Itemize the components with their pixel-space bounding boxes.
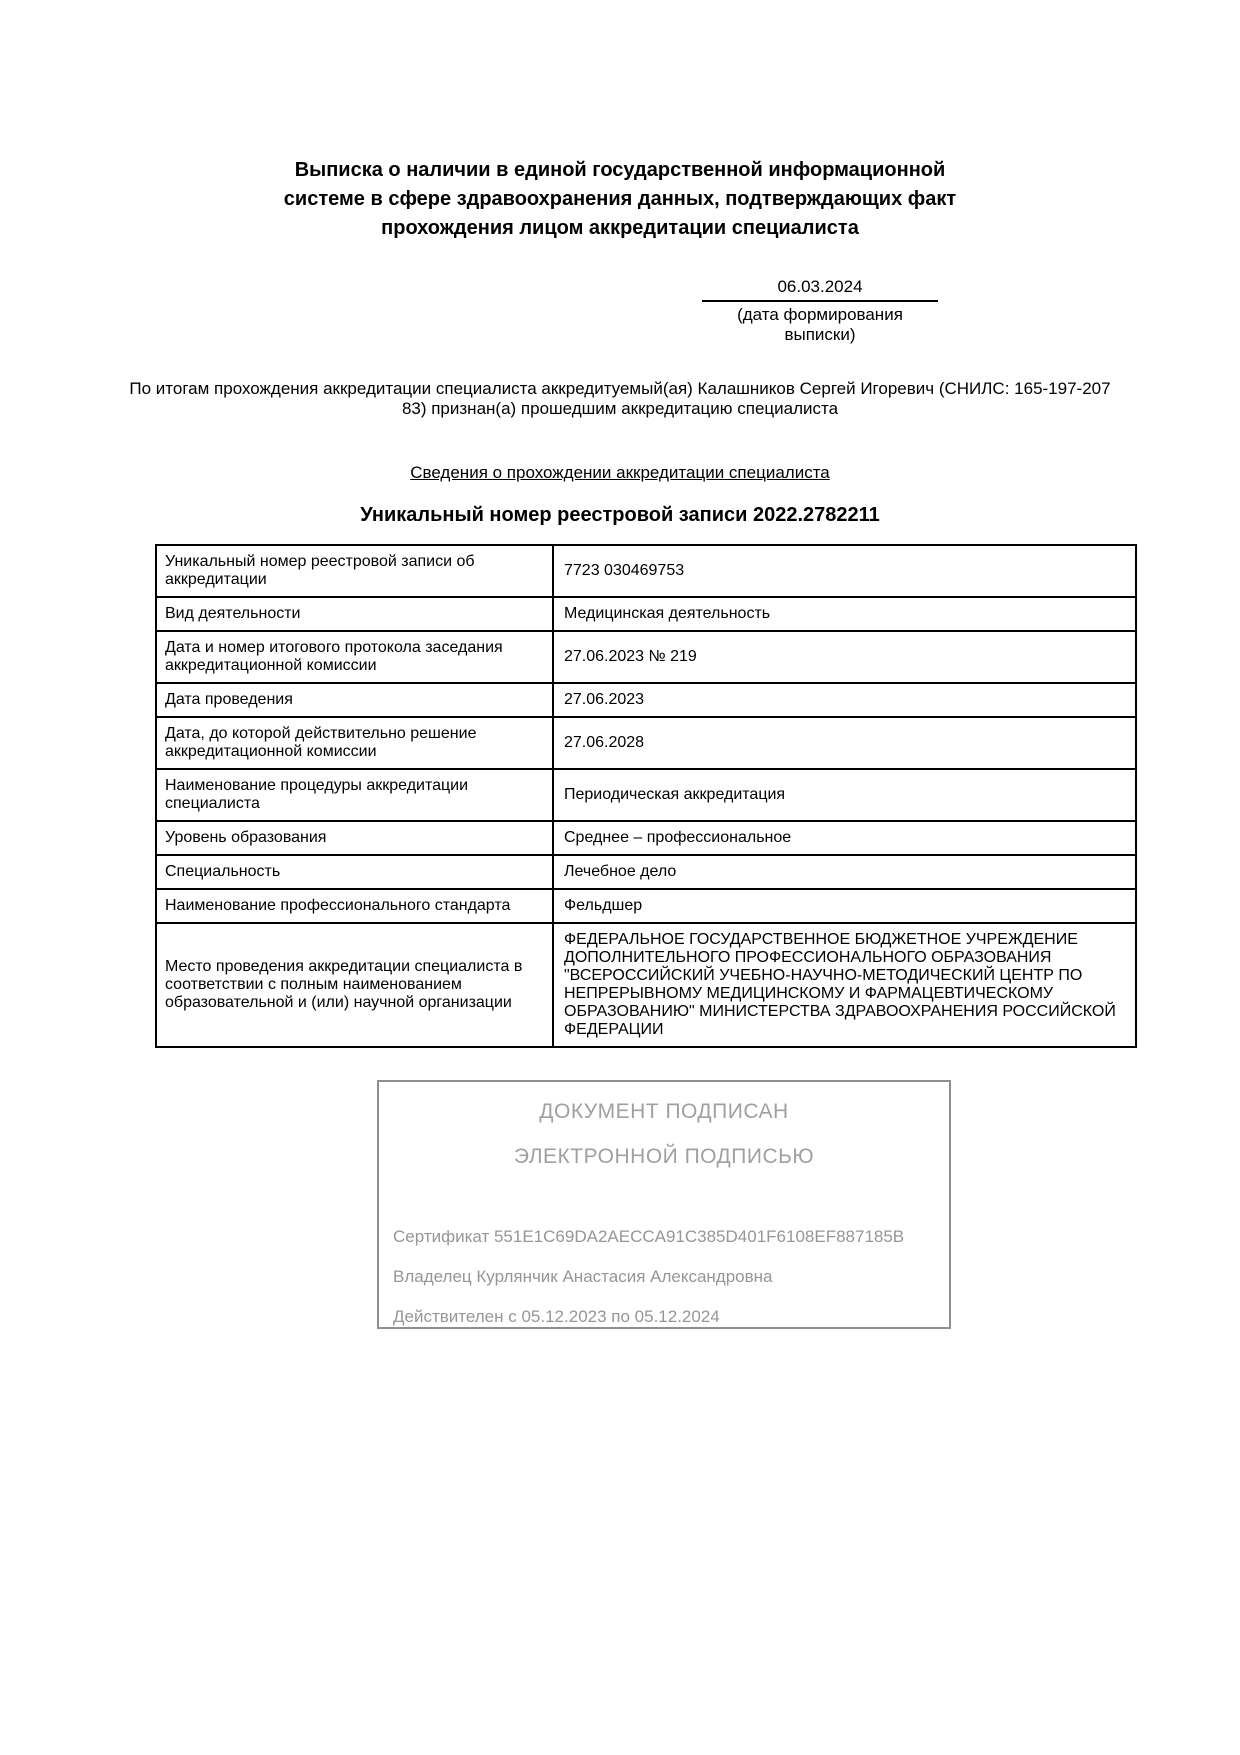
signature-owner: Владелец Курлянчик Анастасия Александровна [393,1267,773,1286]
row-value-cell: 7723 030469753 [553,545,1136,597]
row-value-cell: 27.06.2023 № 219 [553,631,1136,683]
row-label-cell: Вид деятельности [156,597,553,631]
document-title-line-1: Выписка о наличии в единой государственной информационной [294,159,946,181]
row-value-cell: 27.06.2028 [553,717,1136,769]
row-value-cell: Медицинская деятельность [553,597,1136,631]
row-value-cell: Периодическая аккредитация [553,769,1136,821]
row-label-cell: Уникальный номер реестровой записи об аккредитации [156,545,553,597]
row-label-cell: Наименование процедуры аккредитации специалиста [156,769,553,821]
section-heading: Сведения о прохождении аккредитации специалиста [410,463,830,482]
row-value-cell: Лечебное дело [553,855,1136,889]
table-row [156,717,1136,769]
signature-validity: Действителен с 05.12.2023 по 05.12.2024 [393,1307,720,1326]
formation-date-block [702,277,938,345]
row-value-cell: 27.06.2023 [553,683,1136,717]
row-label-cell: Дата проведения [156,683,553,717]
row-label-cell: Дата, до которой действительно решение аккредитационной комиссии [156,717,553,769]
row-value-cell: Фельдшер [553,889,1136,923]
table-row [156,683,1136,717]
row-value-cell: Среднее – профессиональное [553,821,1136,855]
row-value-cell: ФЕДЕРАЛЬНОЕ ГОСУДАРСТВЕННОЕ БЮДЖЕТНОЕ УЧРЕЖДЕНИЕ ДОПОЛНИТЕЛЬНОГО ПРОФЕССИОНАЛЬНОГО ОБРАЗОВАНИЯ "ВСЕРОССИЙСКИЙ УЧЕБНО-НАУЧНО-МЕТОДИЧЕСКИЙ ЦЕНТР ПО НЕПРЕРЫВНОМУ МЕДИЦИНСКОМУ И ФАРМАЦЕВТИЧЕСКОМУ ОБРАЗОВАНИЮ" МИНИСТЕРСТВА ЗДРАВООХРАНЕНИЯ РОССИЙСКОЙ ФЕДЕРАЦИИ [553,923,1136,1047]
table-row [156,855,1136,889]
registry-number-heading: Уникальный номер реестровой записи 2022.2782211 [360,504,880,526]
row-label-cell: Место проведения аккредитации специалиста в соответствии с полным наименованием образовательной и (или) научной организации [156,923,553,1047]
table-row [156,923,1136,1047]
signature-title-line-2: ЭЛЕКТРОННОЙ ПОДПИСЬЮ [513,1145,815,1168]
table-row [156,631,1136,683]
row-label-cell: Уровень образования [156,821,553,855]
accreditation-table-body [156,545,1136,1047]
document-title-line-2: системе в сфере здравоохранения данных, подтверждающих факт [283,188,957,210]
row-label-cell: Специальность [156,855,553,889]
table-row [156,889,1136,923]
formation-date-caption: (дата формирования выписки) [737,305,903,344]
accreditation-table [155,544,1137,1048]
signature-box [377,1080,951,1329]
row-label-cell: Дата и номер итогового протокола заседания аккредитационной комиссии [156,631,553,683]
formation-date-value: 06.03.2024 [702,277,938,302]
document-title-line-3: прохождения лицом аккредитации специалиста [381,217,859,239]
table-row [156,769,1136,821]
table-row [156,597,1136,631]
row-label-cell: Наименование профессионального стандарта [156,889,553,923]
table-row [156,545,1136,597]
table-row [156,821,1136,855]
document-title [0,0,1240,243]
intro-paragraph: По итогам прохождения аккредитации специалиста аккредитуемый(ая) Калашников Сергей Игоревич (СНИЛС: 165-197-207 83) признан(а) прошедшим аккредитацию специалиста [129,379,1111,418]
signature-certificate: Сертификат 551E1C69DA2AECCA91C385D401F6108EF887185B [393,1227,905,1246]
signature-title-line-1: ДОКУМЕНТ ПОДПИСАН [539,1100,789,1123]
